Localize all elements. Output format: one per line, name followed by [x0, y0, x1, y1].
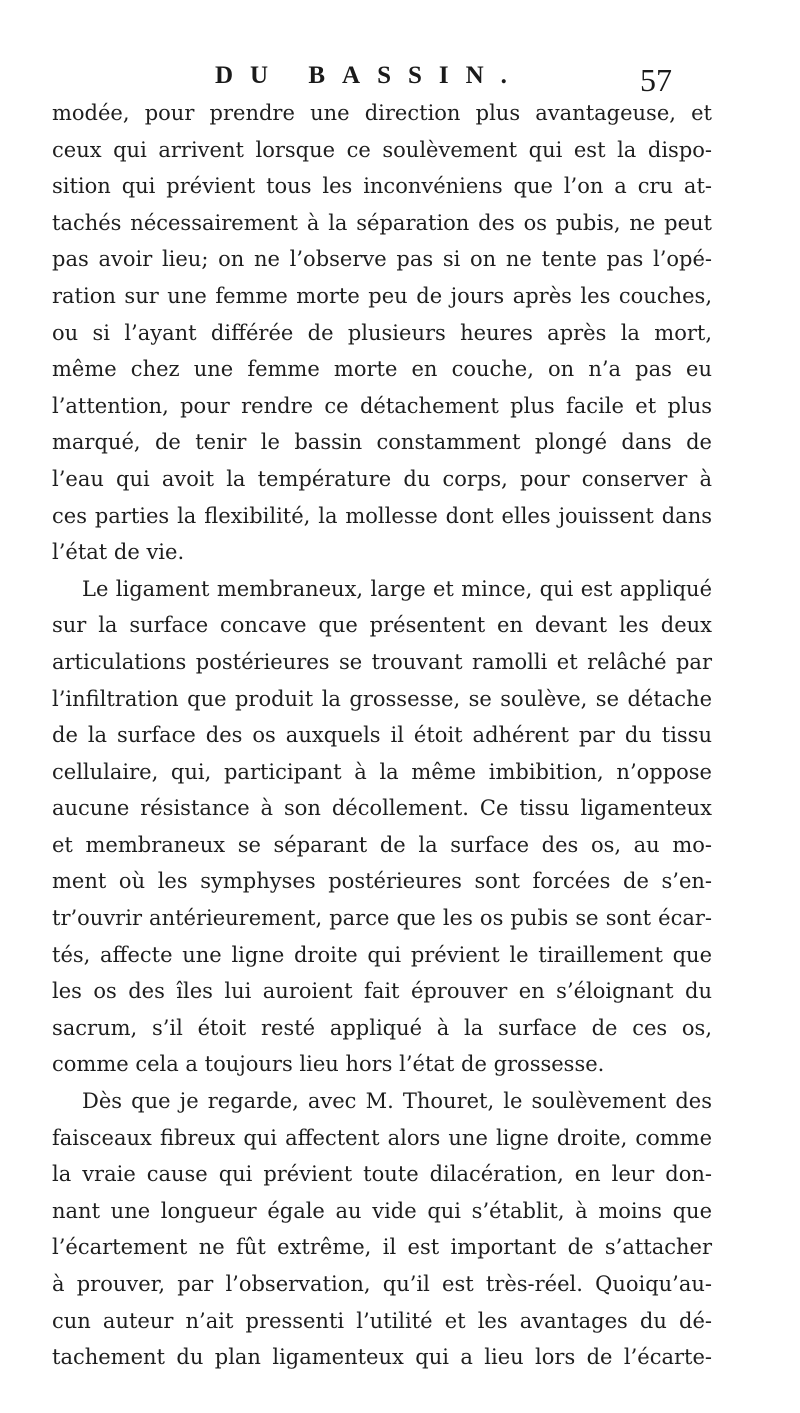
text-line: ration sur une femme morte peu de jours après les couches, [52, 283, 712, 308]
paragraph-end-line: comme cela a toujours lieu hors l’état de grossesse. [52, 1052, 605, 1077]
text-line: cun auteur n’ait pressenti l’utilité et les avantages du dé- [52, 1308, 712, 1333]
text-line: même chez une femme morte en couche, on n’a pas eu [52, 357, 712, 382]
text-line: cellulaire, qui, participant à la même imbibition, n’oppose [52, 759, 712, 784]
text-line: aucune résistance à son décollement. Ce tissu ligamenteux [52, 796, 712, 821]
text-line: faisceaux fibreux qui affectent alors une ligne droite, comme [52, 1125, 712, 1150]
text-line: de la surface des os auxquels il étoit adhérent par du tissu [52, 723, 712, 748]
text-line: ces parties la flexibilité, la mollesse dont elles jouissent dans [52, 503, 712, 528]
paragraph-start-line: Le ligament membraneux, large et mince, qui est appliqué [82, 576, 712, 601]
text-line: pas avoir lieu; on ne l’observe pas si on ne tente pas l’opé- [52, 247, 712, 272]
text-line: sur la surface concave que présentent en devant les deux [52, 613, 712, 638]
text-line: les os des îles lui auroient fait éprouver en s’éloignant du [52, 979, 712, 1004]
text-line: articulations postérieures se trouvant ramolli et relâché par [52, 649, 712, 674]
text-line: tachés nécessairement à la séparation des os pubis, ne peut [52, 210, 712, 235]
text-line: l’infiltration que produit la grossesse, se soulève, se détache [52, 686, 712, 711]
text-line: ceux qui arrivent lorsque ce soulèvement qui est la dispo- [52, 137, 712, 162]
text-line: l’eau qui avoit la température du corps, pour conserver à [52, 466, 712, 491]
text-line: sacrum, s’il étoit resté appliqué à la surface de ces os, [52, 1015, 712, 1040]
text-line: ment où les symphyses postérieures sont forcées de s’en- [52, 869, 712, 894]
text-line: ou si l’ayant différée de plusieurs heures après la mort, [52, 320, 712, 345]
text-line: sition qui prévient tous les inconvéniens que l’on a cru at- [52, 174, 712, 199]
text-line: la vraie cause qui prévient toute dilacération, en leur don- [52, 1162, 712, 1187]
running-title: DU BASSIN. [215, 62, 524, 89]
paragraph-end-line: l’état de vie. [52, 540, 185, 565]
text-line: tés, affecte une ligne droite qui prévient le tiraillement que [52, 942, 712, 967]
body-text [52, 95, 712, 1376]
text-line: l’attention, pour rendre ce détachement plus facile et plus [52, 393, 712, 418]
text-line: tr’ouvrir antérieurement, parce que les os pubis se sont écar- [52, 906, 712, 931]
paragraph-start-line: Dès que je regarde, avec M. Thouret, le soulèvement des [82, 1089, 712, 1114]
text-line: marqué, de tenir le bassin constamment plongé dans de [52, 430, 712, 455]
text-line: l’écartement ne fût extrême, il est important de s’attacher [52, 1235, 712, 1260]
text-line: et membraneux se séparant de la surface des os, au mo- [52, 832, 712, 857]
text-line: tachement du plan ligamenteux qui a lieu lors de l’écarte- [52, 1345, 712, 1370]
text-line: nant une longueur égale au vide qui s’établit, à moins que [52, 1198, 712, 1223]
page-number: 57 [640, 62, 672, 98]
text-line: à prouver, par l’observation, qu’il est très-réel. Quoiqu’au- [52, 1272, 712, 1296]
text-line: modée, pour prendre une direction plus avantageuse, et [52, 101, 712, 125]
